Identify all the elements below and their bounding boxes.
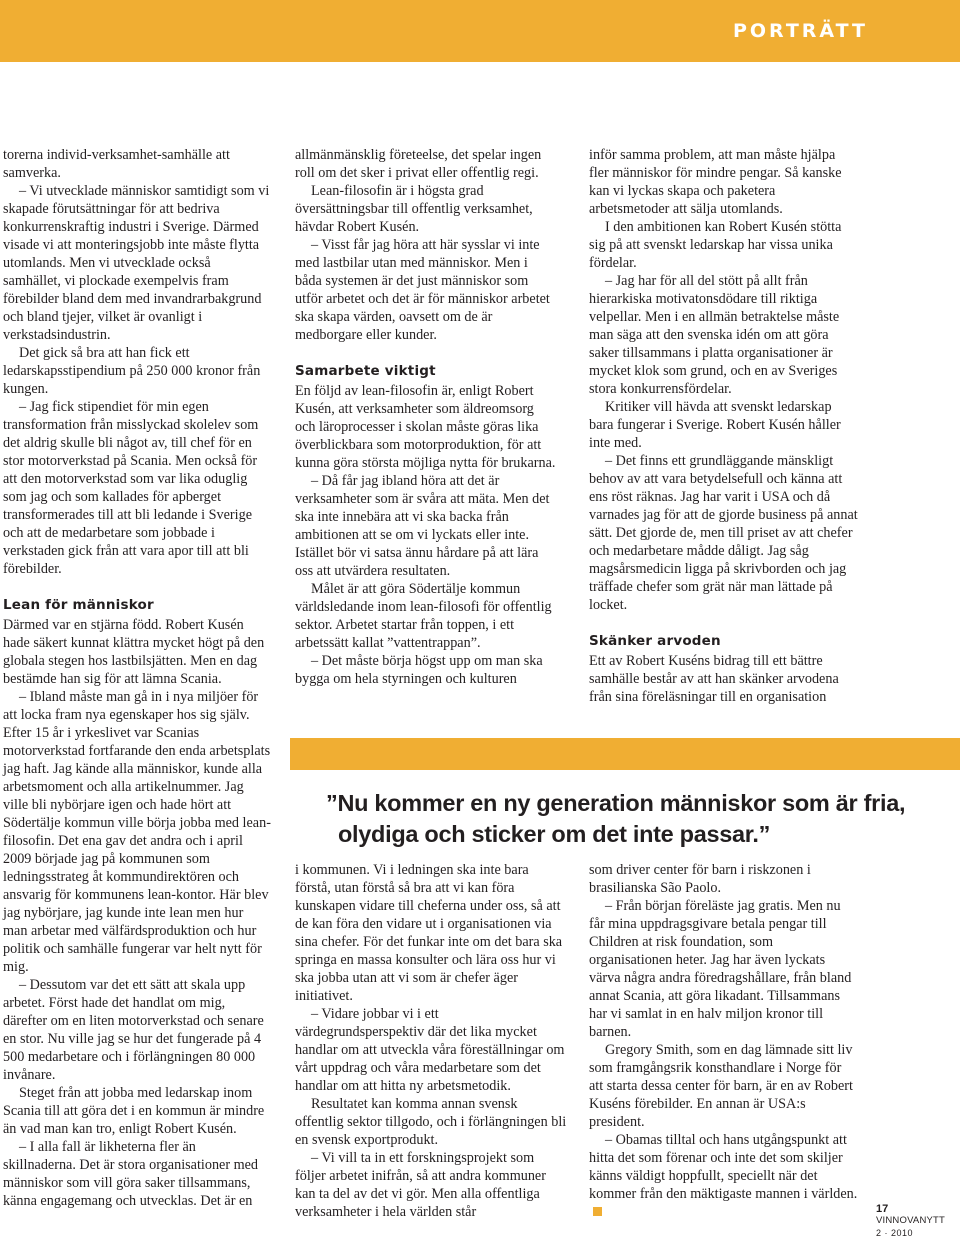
paragraph: – Det finns ett grundläggande mänskligt behov av att vara betydelsefull och känna att ens röst räknas. Jag har varit i USA och då varnades jag för att de gjorde business på annat sätt. Det gjorde de, men till priset av att chefer och medarbetare mådde dåligt. Jag såg magsårsmedicin ligga på skrivborden och jag träffade chefer som grät när man lättade på locket. xyxy=(589,453,858,613)
magazine-name: VINNOVANYTT xyxy=(876,1215,946,1226)
pull-quote-line: olydiga och sticker om det inte passar.” xyxy=(338,821,771,847)
column-3 xyxy=(589,146,858,706)
paragraph: Målet är att göra Södertälje kommun världsledande inom lean-filosofi för offentlig sektor. Arbetet startar från toppen, i ett arbetssätt kallat ”vattentrappan”. xyxy=(295,581,552,651)
end-of-article-mark xyxy=(593,1207,602,1216)
paragraph: allmänmänsklig företeelse, det spelar ingen roll om det sker i privat eller offentlig regi. xyxy=(295,147,542,181)
column-2-lower xyxy=(295,861,567,1221)
paragraph: Ett av Robert Kuséns bidrag till ett bättre samhälle består av att han skänker arvodena från sina föreläsningar till en organisation xyxy=(589,653,839,705)
pull-quote-line: ”Nu kommer en ny generation människor som är fria, xyxy=(326,790,906,816)
paragraph: – Det måste börja högst upp om man ska bygga om hela styrningen och kulturen xyxy=(295,653,543,687)
subheading: Samarbete viktigt xyxy=(295,363,436,379)
column-2 xyxy=(295,146,557,688)
paragraph: – I alla fall är likheterna fler än skillnaderna. Det är stora organisationer med människor som vill göra saker tillsammans, känna engagemang och utvecklas. Det är en xyxy=(3,1139,259,1209)
paragraph: – Jag fick stipendiet för min egen transformation från misslyckad skolelev som det aldrig skulle bli något av, till chef för en stor motorverkstad på Scania. Men också för att den motorverkstad som var lika oduglig som jag och som kallades för apberget transformerades till att bli ledande i Sverige och att de medarbetare som jobbade i verkstaden gick från att vara apor till att bli förebilder. xyxy=(3,399,259,577)
paragraph: Resultatet kan komma annan svensk offentlig sektor tillgodo, och i förlängningen bli en svensk exportprodukt. xyxy=(295,1096,567,1148)
pull-quote xyxy=(326,788,926,850)
page-number: 17 xyxy=(876,1203,889,1215)
paragraph: – Dessutom var det ett sätt att skala upp arbetet. Först hade det handlat om mig, därefter om en liten motorverkstad och senare en stor. Nu ville jag se hur det fungerade på 4 500 medarbetare och i förlängningen 80 000 invånare. xyxy=(3,977,264,1083)
paragraph: – Jag har för all del stött på allt från hierarkiska motivatonsdödare till riktiga velpellar. Men i en allmän betraktelse måste man säga att den svenska idén om att göra saker tillsammans i platta organisationer är mycket klok som grund, och en av Sveriges stora konkurrensfördelar. xyxy=(589,273,840,397)
quote-accent-bar xyxy=(290,738,960,770)
paragraph: som driver center för barn i riskzonen i brasilianska São Paolo. xyxy=(589,862,811,896)
paragraph: – Vidare jobbar vi i ett värdegrundsperspektiv där det lika mycket handlar om att utveckla våra föreställningar om vårt uppdrag och våra medarbetare som det handlar om att hitta ny arbetsmetodik. xyxy=(295,1006,565,1094)
paragraph: – Vi vill ta in ett forskningsprojekt som följer arbetet inifrån, så att andra kommuner kan ta del av det vi gör. Men alla offentliga verksamheter i hela världen står xyxy=(295,1150,546,1220)
paragraph: Kritiker vill hävda att svenskt ledarskap bara fungerar i Sverige. Robert Kusén håller inte med. xyxy=(589,399,841,451)
column-1 xyxy=(3,146,271,1210)
paragraph: – Då får jag ibland höra att det är verksamheter som är svåra att mäta. Men det ska inte innebära att vi ska backa från ambitionen att se om vi lyckats eller inte. Istället bör vi satsa ännu hårdare på att lära oss att utvärdera resultaten. xyxy=(295,473,550,579)
column-3-lower xyxy=(589,861,858,1221)
folio xyxy=(876,1203,945,1240)
paragraph: Det gick så bra att han fick ett ledarskapsstipendium på 250 000 kronor från kungen. xyxy=(3,345,261,397)
paragraph: – Visst får jag höra att här sysslar vi inte med lastbilar utan med människor. Men i båda systemen är det just människor som utför arbetet och det är för människor arbetet ska skapa värden, oavsett om de är medborgare eller kunder. xyxy=(295,237,550,343)
section-label: PORTRÄTT xyxy=(732,20,868,42)
subheading: Skänker arvoden xyxy=(589,633,721,649)
paragraph: – Från början föreläste jag gratis. Men nu får mina uppdragsgivare betala pengar till Children at risk foundation, som organisationen heter. Jag har även lyckats värva några andra föredragshållare, från bland annat Scania, att göra likadant. Tillsammans har vi samlat in en halv miljon kronor till barnen. xyxy=(589,898,852,1040)
paragraph: Lean-filosofin är i högsta grad översättningsbar till offentlig verksamhet, hävdar Robert Kusén. xyxy=(295,183,533,235)
paragraph: En följd av lean-filosofin är, enligt Robert Kusén, att verksamheter som äldreomsorg och läroprocesser i skolan måste göras lika överblickbara som motorproduktion, för att kunna göra största möjliga nytta för brukarna. xyxy=(295,383,556,471)
paragraph: inför samma problem, att man måste hjälpa fler människor för mindre pengar. Så kanske kan vi lyckas skapa och paketera arbetsmetoder att sälja utomlands. xyxy=(589,147,842,217)
issue-number: 2 · 2010 xyxy=(876,1228,914,1238)
paragraph: Gregory Smith, som en dag lämnade sitt liv som framgångsrik konsthandlare i Norge för att starta dessa center för barn, är en av Robert Kuséns förebilder. En annan är USA:s president. xyxy=(589,1042,853,1130)
paragraph: Därmed var en stjärna född. Robert Kusén hade säkert kunnat klättra mycket högt på den globala stegen hos lastbilsjätten. Men en dag bestämde han sig för att lämna Scania. xyxy=(3,617,265,687)
paragraph: Steget från att jobba med ledarskap inom Scania till att göra det i en kommun är mindre än vad man kan tro, enligt Robert Kusén. xyxy=(3,1085,265,1137)
paragraph: – Vi utvecklade människor samtidigt som vi skapade förutsättningar för att bedriva konkurrenskraftig industri i Sverige. Därmed visade vi att monteringsjobb inte måste flytta utomlands. Men vi utvecklade också samhället, vi plockade exempelvis fram förebilder bland dem med invandrarbakgrund och bland tjejer, vilket är ovanligt i verkstadsindustrin. xyxy=(3,183,270,343)
paragraph: I den ambitionen kan Robert Kusén stötta sig på att svenskt ledarskap har vissa unika fördelar. xyxy=(589,219,842,271)
paragraph: torerna individ-verksamhet-samhälle att samverka. xyxy=(3,147,230,181)
paragraph: i kommunen. Vi i ledningen ska inte bara förstå, utan förstå så bra att vi kan föra kunskapen vidare till cheferna under oss, så att de kan föra den vidare ut i organisationen via sina chefer. För det funkar inte om det bara ska springa en massa konsulter och lära oss hur vi ska jobba utan att vi som är chefer äger initiativet. xyxy=(295,862,563,1004)
paragraph xyxy=(589,1131,858,1221)
paragraph: – Ibland måste man gå in i nya miljöer för att locka fram nya egenskaper hos sig själv. Efter 15 år i yrkeslivet var Scanias motorverkstad fortfarande den enda arbetsplats jag haft. Jag kände alla människor, kunde alla arbetsmoment och alla artikelnummer. Jag ville bli nybörjare igen och hade hört att Södertälje kommun ville börja jobba med lean-filosofin. Det ena gav det andra och i april 2009 började jag på kommunen som ledningsstrateg åt kommundirektören och ansvarig för kommunens lean-kontor. Här blev jag nybörjare, jag kunde inte lean men hur man arbetar med välfärdsproduktion och hur politik och samhälle fungerar var helt nytt för mig. xyxy=(3,689,271,975)
paragraph-text: – Obamas tilltal och hans utgångspunkt att hitta det som förenar och inte det som skiljer känns väldigt hoppfullt, speciellt när det kommer från den mäktigaste mannen i världen. xyxy=(589,1132,858,1202)
subheading: Lean för människor xyxy=(3,597,154,613)
